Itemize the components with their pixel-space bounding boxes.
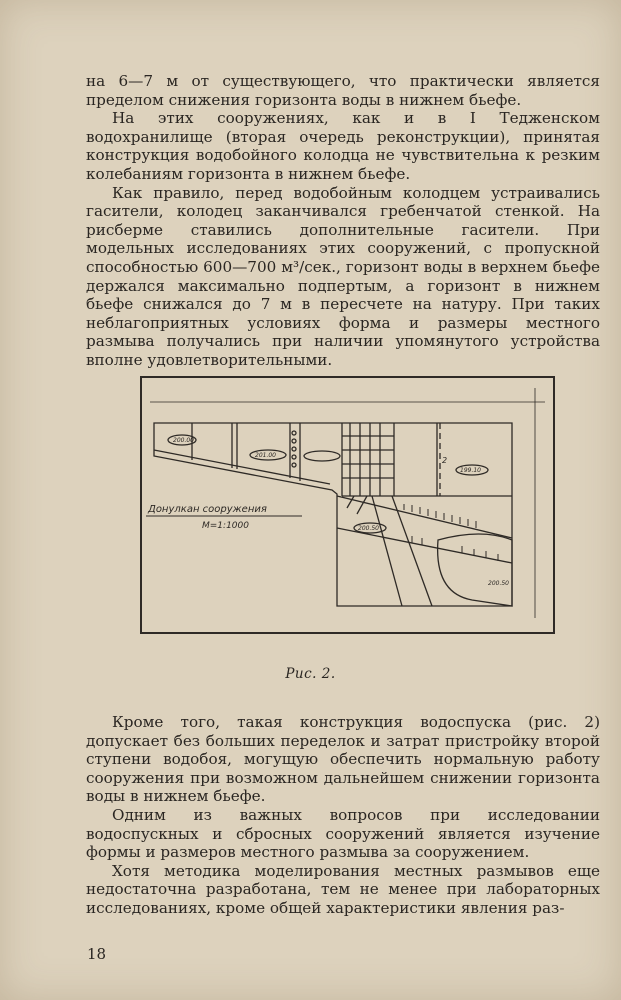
paragraph: Как правило, перед водобойным колодцем устраивались гасители, колодец заканчивался гребенчатой стенкой. На рисберме ставились дополнительные гасители. При модельных исследованиях этих сооружений, с пропускной способностью 600—700 м³/сек., горизонт воды в верхнем бьефе держался максимально подпертым, а горизонт в нижнем бьефе снижался до 7 м в пересчете на натуру. При таких неблагоприятных условиях форма и размеры местного размыва получались при наличии упомянутого устройства вполне удовлетворительными. bbox=[86, 183, 600, 369]
level-label: 199.10 bbox=[460, 467, 481, 474]
scale-text: М=1:1000 bbox=[202, 521, 249, 531]
structure-plan-drawing bbox=[142, 378, 553, 632]
text-block-top bbox=[86, 72, 600, 370]
paragraph: на 6—7 м от существующего, что практически является пределом снижения горизонта воды в нижнем бьефе. bbox=[86, 72, 600, 109]
paragraph: Одним из важных вопросов при исследовании водоспускных и сбросных сооружений является изучение формы и размеров местного размыва за сооружением. bbox=[86, 805, 600, 862]
figure-caption: Рис. 2. bbox=[285, 666, 336, 682]
page-number: 18 bbox=[87, 945, 107, 963]
level-label: 200.00 bbox=[173, 437, 194, 444]
level-label: 201.00 bbox=[255, 452, 276, 459]
paragraph: На этих сооружениях, как и в I Тедженском водохранилище (вторая очередь реконструкции), принятая конструкция водобойного колодца не чувствительна к резким колебаниям горизонта в нижнем бьефе. bbox=[86, 109, 600, 183]
level-label: 200.50 bbox=[358, 525, 379, 532]
text-block-bottom bbox=[86, 713, 600, 918]
level-label: 200.50 bbox=[488, 580, 509, 587]
paragraph: Кроме того, такая конструкция водоспуска (рис. 2) допускает без больших переделок и затрат пристройку второй ступени водобоя, могущую обеспечить нормальную работу сооружения при возможном дальнейшем снижении горизонта воды в нижнем бьефе. bbox=[86, 713, 600, 806]
paragraph: Хотя методика моделирования местных размывов еще недостаточна разработана, тем не менее при лабораторных исследованиях, кроме общей характеристики явления раз- bbox=[86, 861, 600, 917]
section-label: 2 bbox=[442, 456, 448, 465]
inscription-text: Донулкан сооружения bbox=[148, 504, 267, 515]
figure-drawing bbox=[140, 376, 555, 634]
